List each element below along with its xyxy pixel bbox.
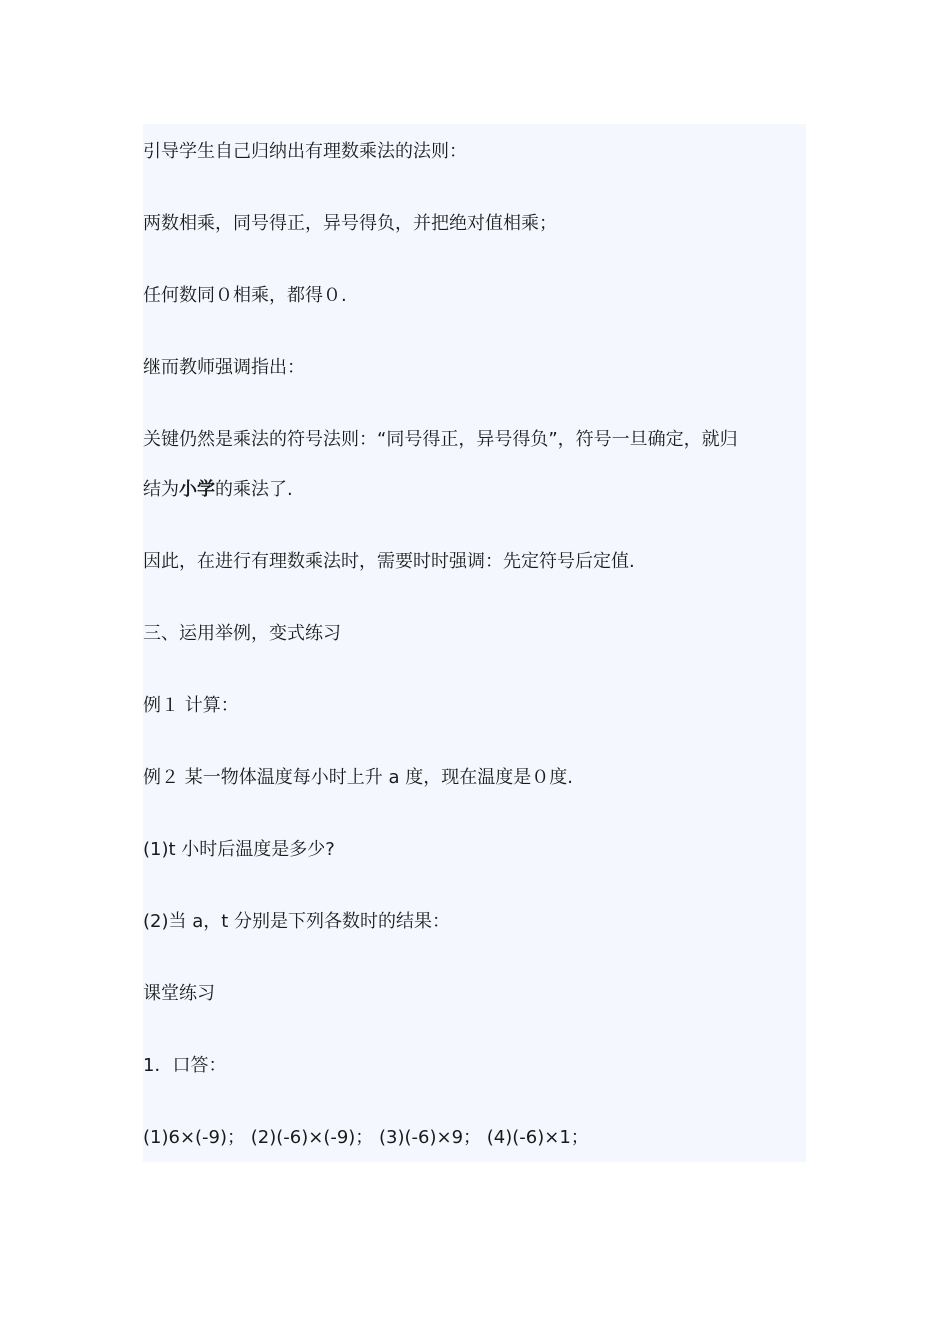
text-line-5: 关键仍然是乘法的符号法则：“同号得正，异号得负”，符号一旦确定，就归 [143,429,738,450]
text-line-6: 因此，在进行有理数乘法时，需要时时强调：先定符号后定值. [143,551,635,572]
question-2: (2)当 a，t 分别是下列各数时的结果： [143,911,451,932]
oral-answer-heading: 1．口答： [143,1055,227,1076]
example-1: 例１ 计算： [143,695,239,716]
example-2: 例２ 某一物体温度每小时上升 a 度，现在温度是０度. [143,767,573,788]
text-line-4: 继而教师强调指出： [143,357,305,378]
text-line-1: 引导学生自己归纳出有理数乘法的法则： [143,141,467,162]
line-5-suffix: 的乘法了. [215,479,293,500]
text-line-3: 任何数同０相乘，都得０. [143,285,347,306]
text-line-2: 两数相乘，同号得正，异号得负，并把绝对值相乘； [143,213,557,234]
line-5-prefix: 结为 [143,479,179,500]
section-heading-3: 三、运用举例，变式练习 [143,623,341,644]
question-1: (1)t 小时后温度是多少? [143,839,335,860]
text-line-5-continued [143,478,813,502]
practice-heading: 课堂练习 [143,983,215,1004]
exercise-list: (1)6×(-9)； (2)(-6)×(-9)； (3)(-6)×9； (4)(-6)×1； [143,1127,589,1148]
bold-term: 小学 [179,479,215,500]
